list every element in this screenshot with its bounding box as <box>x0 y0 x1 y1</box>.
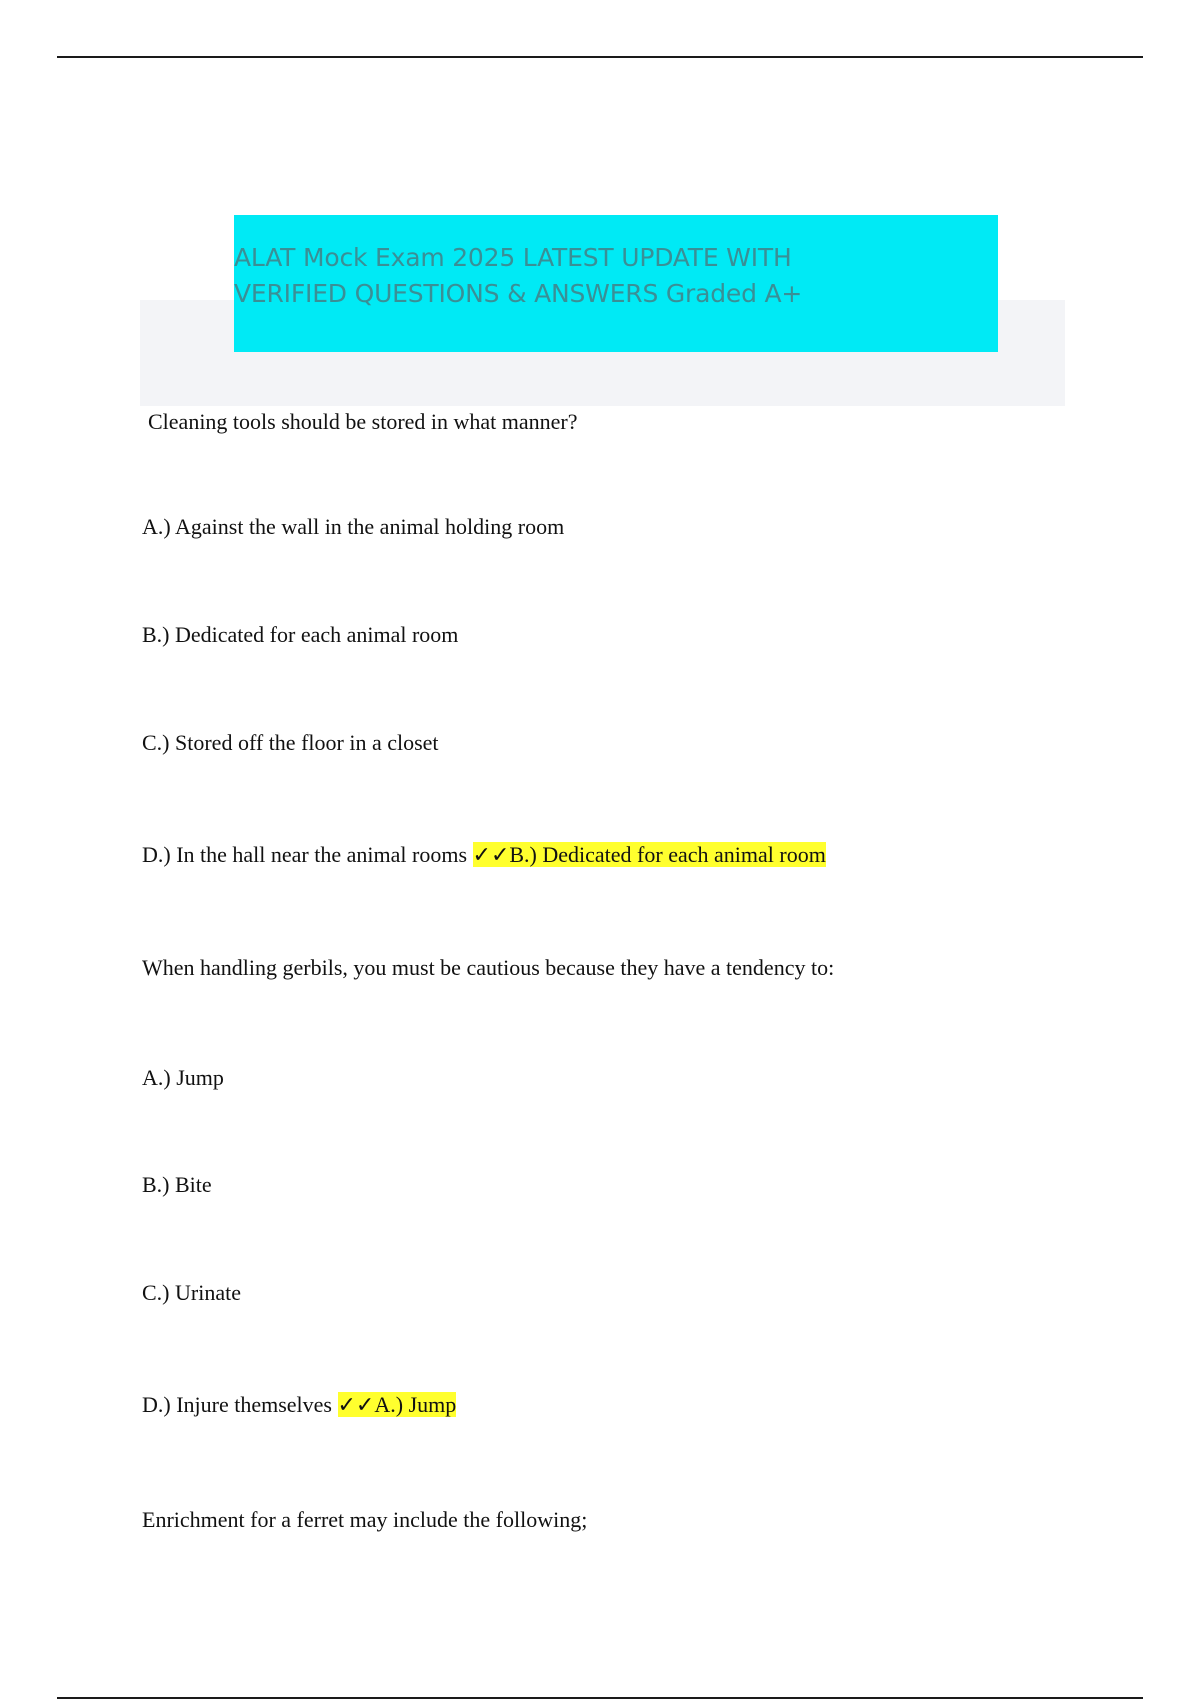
q2-option-b: B.) Bite <box>142 1172 212 1197</box>
q2-option-c: C.) Urinate <box>142 1280 241 1305</box>
question-2: When handling gerbils, you must be cautious because they have a tendency to: <box>142 955 835 980</box>
q1-option-c: C.) Stored off the floor in a closet <box>142 730 439 755</box>
title-line-2: VERIFIED QUESTIONS & ANSWERS Graded A+ <box>234 279 803 308</box>
question-1: Cleaning tools should be stored in what manner? <box>148 409 578 434</box>
top-rule <box>57 56 1143 58</box>
question-3: Enrichment for a ferret may include the following; <box>142 1507 588 1532</box>
bottom-rule <box>57 1697 1143 1699</box>
q2-option-a: A.) Jump <box>142 1065 224 1090</box>
q2-option-d-row <box>142 1391 456 1419</box>
q1-option-b: B.) Dedicated for each animal room <box>142 622 459 647</box>
q1-option-d: D.) In the hall near the animal rooms <box>142 842 468 867</box>
q1-option-d-row <box>142 841 826 869</box>
q2-answer-highlight: ✓✓A.) Jump <box>337 1392 457 1417</box>
q2-option-d: D.) Injure themselves <box>142 1392 332 1417</box>
q1-answer-highlight: ✓✓B.) Dedicated for each animal room <box>472 842 826 867</box>
q1-option-a: A.) Against the wall in the animal holding room <box>142 514 565 539</box>
title-line-1: ALAT Mock Exam 2025 LATEST UPDATE WITH <box>234 243 792 272</box>
document-title <box>234 240 994 312</box>
